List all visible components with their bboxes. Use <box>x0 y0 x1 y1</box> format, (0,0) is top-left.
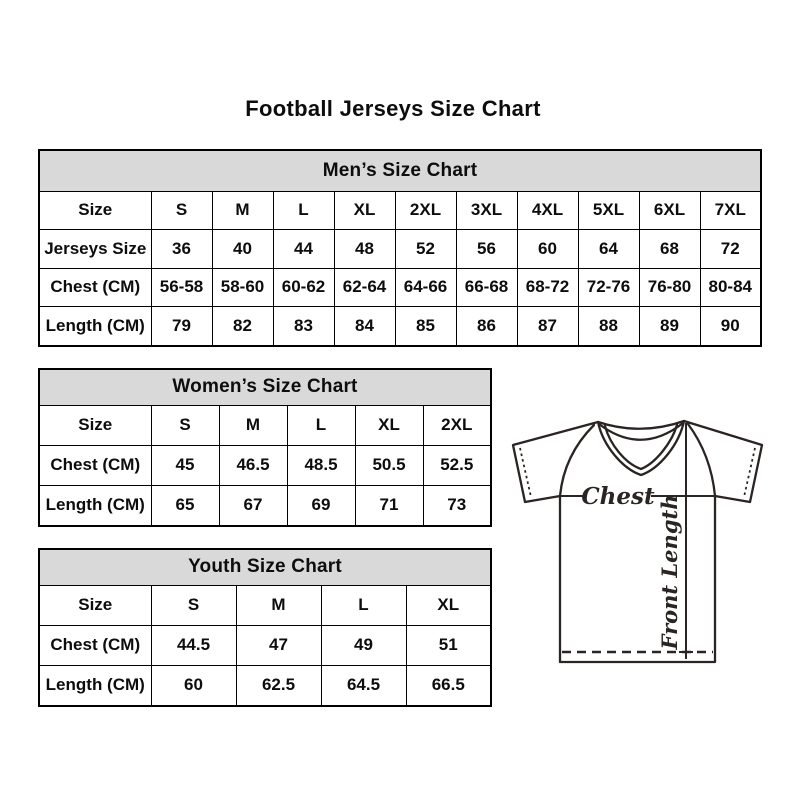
collar-inner-v <box>605 425 677 469</box>
row-label: Chest (CM) <box>39 445 151 485</box>
row-label: Size <box>39 191 151 230</box>
size-cell: M <box>212 191 273 230</box>
chest-cell: 52.5 <box>423 445 491 485</box>
size-cell: S <box>151 585 236 625</box>
size-cell: L <box>321 585 406 625</box>
length-cell: 66.5 <box>406 665 491 706</box>
length-cell: 83 <box>273 307 334 346</box>
size-cell: L <box>287 405 355 445</box>
row-label: Size <box>39 585 151 625</box>
table-row <box>39 307 761 346</box>
row-label: Length (CM) <box>39 485 151 526</box>
length-cell: 71 <box>355 485 423 526</box>
men-size-chart-table <box>38 149 762 347</box>
women-table-title: Women’s Size Chart <box>39 369 491 405</box>
chest-cell: 80-84 <box>700 268 761 307</box>
body-outline <box>560 496 715 662</box>
table-row <box>39 230 761 269</box>
size-cell: XL <box>355 405 423 445</box>
chest-cell: 68-72 <box>517 268 578 307</box>
jerseys-size-cell: 56 <box>456 230 517 269</box>
row-label: Jerseys Size <box>39 230 151 269</box>
table-row <box>39 268 761 307</box>
length-cell: 84 <box>334 307 395 346</box>
jerseys-size-cell: 40 <box>212 230 273 269</box>
length-cell: 60 <box>151 665 236 706</box>
jerseys-size-cell: 64 <box>578 230 639 269</box>
row-label: Length (CM) <box>39 665 151 706</box>
size-cell: 4XL <box>517 191 578 230</box>
jerseys-size-cell: 68 <box>639 230 700 269</box>
collar-back-rim <box>598 421 684 429</box>
size-cell: 2XL <box>423 405 491 445</box>
front-length-label: Front Length <box>657 494 682 650</box>
youth-table-title: Youth Size Chart <box>39 549 491 585</box>
men-table-title: Men’s Size Chart <box>39 150 761 191</box>
table-row <box>39 485 491 526</box>
chest-cell: 50.5 <box>355 445 423 485</box>
jerseys-size-cell: 72 <box>700 230 761 269</box>
size-cell: M <box>219 405 287 445</box>
right-sleeve <box>684 421 762 502</box>
chest-cell: 60-62 <box>273 268 334 307</box>
jerseys-size-cell: 60 <box>517 230 578 269</box>
size-cell: L <box>273 191 334 230</box>
right-armhole-seam <box>688 424 715 496</box>
table-row <box>39 405 491 445</box>
length-cell: 89 <box>639 307 700 346</box>
jerseys-size-cell: 36 <box>151 230 212 269</box>
size-cell: S <box>151 405 219 445</box>
length-cell: 90 <box>700 307 761 346</box>
chest-cell: 58-60 <box>212 268 273 307</box>
length-cell: 64.5 <box>321 665 406 706</box>
chest-cell: 66-68 <box>456 268 517 307</box>
chest-cell: 56-58 <box>151 268 212 307</box>
chest-cell: 47 <box>236 625 321 665</box>
chest-cell: 76-80 <box>639 268 700 307</box>
chest-cell: 64-66 <box>395 268 456 307</box>
length-cell: 79 <box>151 307 212 346</box>
chest-cell: 46.5 <box>219 445 287 485</box>
size-cell: 7XL <box>700 191 761 230</box>
length-cell: 85 <box>395 307 456 346</box>
row-label: Chest (CM) <box>39 625 151 665</box>
table-row <box>39 585 491 625</box>
table-row <box>39 191 761 230</box>
youth-size-chart-table <box>38 548 492 707</box>
length-cell: 82 <box>212 307 273 346</box>
women-size-chart-table <box>38 368 492 527</box>
length-cell: 86 <box>456 307 517 346</box>
size-cell: XL <box>406 585 491 625</box>
length-cell: 88 <box>578 307 639 346</box>
table-row <box>39 665 491 706</box>
size-cell: S <box>151 191 212 230</box>
chest-cell: 48.5 <box>287 445 355 485</box>
size-cell: 5XL <box>578 191 639 230</box>
table-row <box>39 625 491 665</box>
chest-cell: 51 <box>406 625 491 665</box>
row-label: Length (CM) <box>39 307 151 346</box>
page-title: Football Jerseys Size Chart <box>245 96 541 121</box>
row-label: Chest (CM) <box>39 268 151 307</box>
length-cell: 73 <box>423 485 491 526</box>
jerseys-size-cell: 48 <box>334 230 395 269</box>
size-cell: 3XL <box>456 191 517 230</box>
jerseys-size-cell: 44 <box>273 230 334 269</box>
chest-label: Chest <box>581 483 655 510</box>
length-cell: 87 <box>517 307 578 346</box>
chest-cell: 44.5 <box>151 625 236 665</box>
size-cell: 2XL <box>395 191 456 230</box>
length-cell: 65 <box>151 485 219 526</box>
size-cell: XL <box>334 191 395 230</box>
chest-cell: 49 <box>321 625 406 665</box>
length-cell: 67 <box>219 485 287 526</box>
chest-cell: 45 <box>151 445 219 485</box>
size-cell: M <box>236 585 321 625</box>
size-cell: 6XL <box>639 191 700 230</box>
length-cell: 62.5 <box>236 665 321 706</box>
row-label: Size <box>39 405 151 445</box>
jerseys-size-cell: 52 <box>395 230 456 269</box>
chest-cell: 62-64 <box>334 268 395 307</box>
table-row <box>39 445 491 485</box>
length-cell: 69 <box>287 485 355 526</box>
chest-cell: 72-76 <box>578 268 639 307</box>
jersey-diagram <box>505 412 767 666</box>
